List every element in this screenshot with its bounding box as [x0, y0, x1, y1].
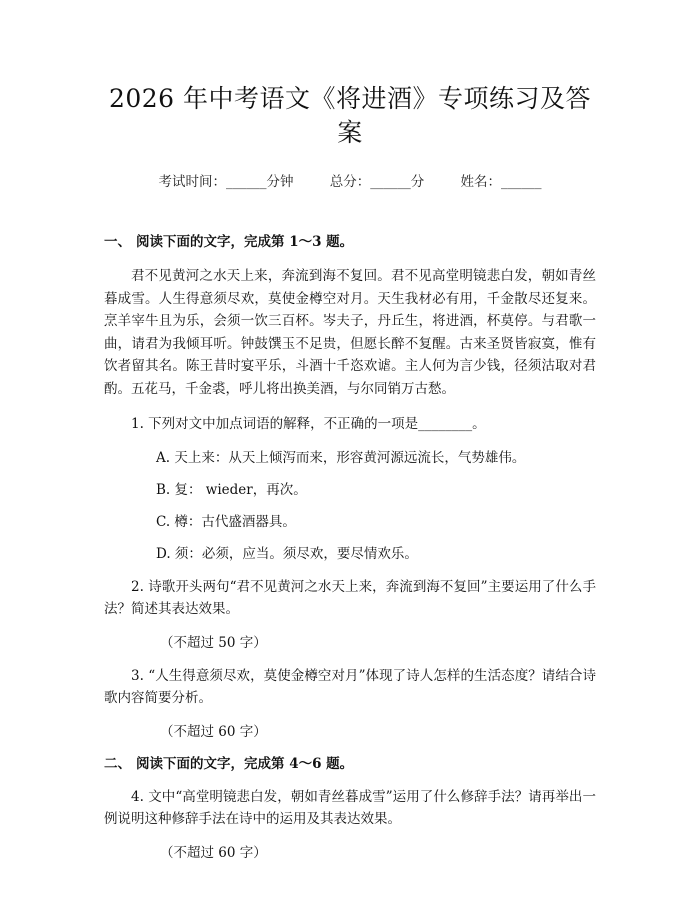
section-2-number: 二、 [104, 755, 131, 772]
section-1-heading [104, 232, 596, 252]
exam-time-label: 考试时间： [158, 174, 226, 190]
question-2-word-limit: （不超过 50 字） [160, 634, 267, 651]
page-title: 2026 年中考语文《将进酒》专项练习及答案 [108, 84, 592, 147]
section-1-title: 阅读下面的文字，完成第 1～3 题。 [136, 234, 354, 250]
total-score-unit: 分 [410, 174, 425, 190]
total-score-label: 总分： [329, 174, 371, 190]
student-name-label: 姓名： [460, 174, 502, 190]
section-2-title: 阅读下面的文字，完成第 4～6 题。 [136, 755, 354, 772]
question-3: 3. “人生得意须尽欢，莫使金樽空对月”体现了诗人怎样的生活态度？请结合诗歌内容简要分析。 [104, 667, 596, 706]
exam-meta-line [104, 172, 596, 192]
total-score-field [330, 172, 425, 192]
exam-time-blank: ______ [225, 174, 267, 190]
question-1: 1. 下列对文中加点词语的解释，不正确的一项是________。 [131, 416, 486, 432]
section-2-heading [104, 754, 596, 774]
question-4: 4. 文中“高堂明镜悲白发，朝如青丝暮成雪”运用了什么修辞手法？请再举出一例说明这种修辞手法在诗中的运用及其表达效果。 [104, 788, 596, 827]
question-2: 2. 诗歌开头两句“君不见黄河之水天上来，奔流到海不复回”主要运用了什么手法？简述其表达效果。 [104, 578, 596, 617]
total-score-blank: ______ [370, 174, 411, 190]
exam-time-field [158, 172, 293, 192]
poem-passage: 君不见黄河之水天上来，奔流到海不复回。君不见高堂明镜悲白发，朝如青丝暮成雪。人生得意须尽欢，莫使金樽空对月。天生我材必有用，千金散尽还复来。烹羊宰牛且为乐，会须一饮三百杯。岑夫子，丹丘生，将进酒，杯莫停。与君歌一曲，请君为我倾耳听。钟鼓馔玉不足贵，但愿长醉不复醒。古来圣贤皆寂寞，惟有饮者留其名。陈王昔时宴平乐，斗酒十千恣欢谑。主人何为言少钱，径须沽取对君酌。五花马，千金裘，呼儿将出换美酒，与尔同销万古愁。 [104, 268, 596, 397]
student-name-field [461, 172, 542, 192]
question-4-word-limit: （不超过 60 字） [160, 844, 267, 861]
question-1-option-a: A. 天上来：从天上倾泻而来，形容黄河源远流长，气势雄伟。 [156, 449, 526, 466]
exam-time-unit: 分钟 [266, 174, 294, 190]
question-3-word-limit: （不超过 60 字） [160, 723, 267, 740]
student-name-blank: ______ [501, 174, 542, 190]
question-1-option-b: B. 复： wieder，再次。 [156, 481, 307, 498]
question-1-option-c: C. 樽：古代盛酒器具。 [156, 513, 296, 530]
section-1-number: 一、 [104, 234, 131, 250]
question-1-option-d: D. 须：必须，应当。须尽欢，要尽情欢乐。 [156, 545, 418, 562]
